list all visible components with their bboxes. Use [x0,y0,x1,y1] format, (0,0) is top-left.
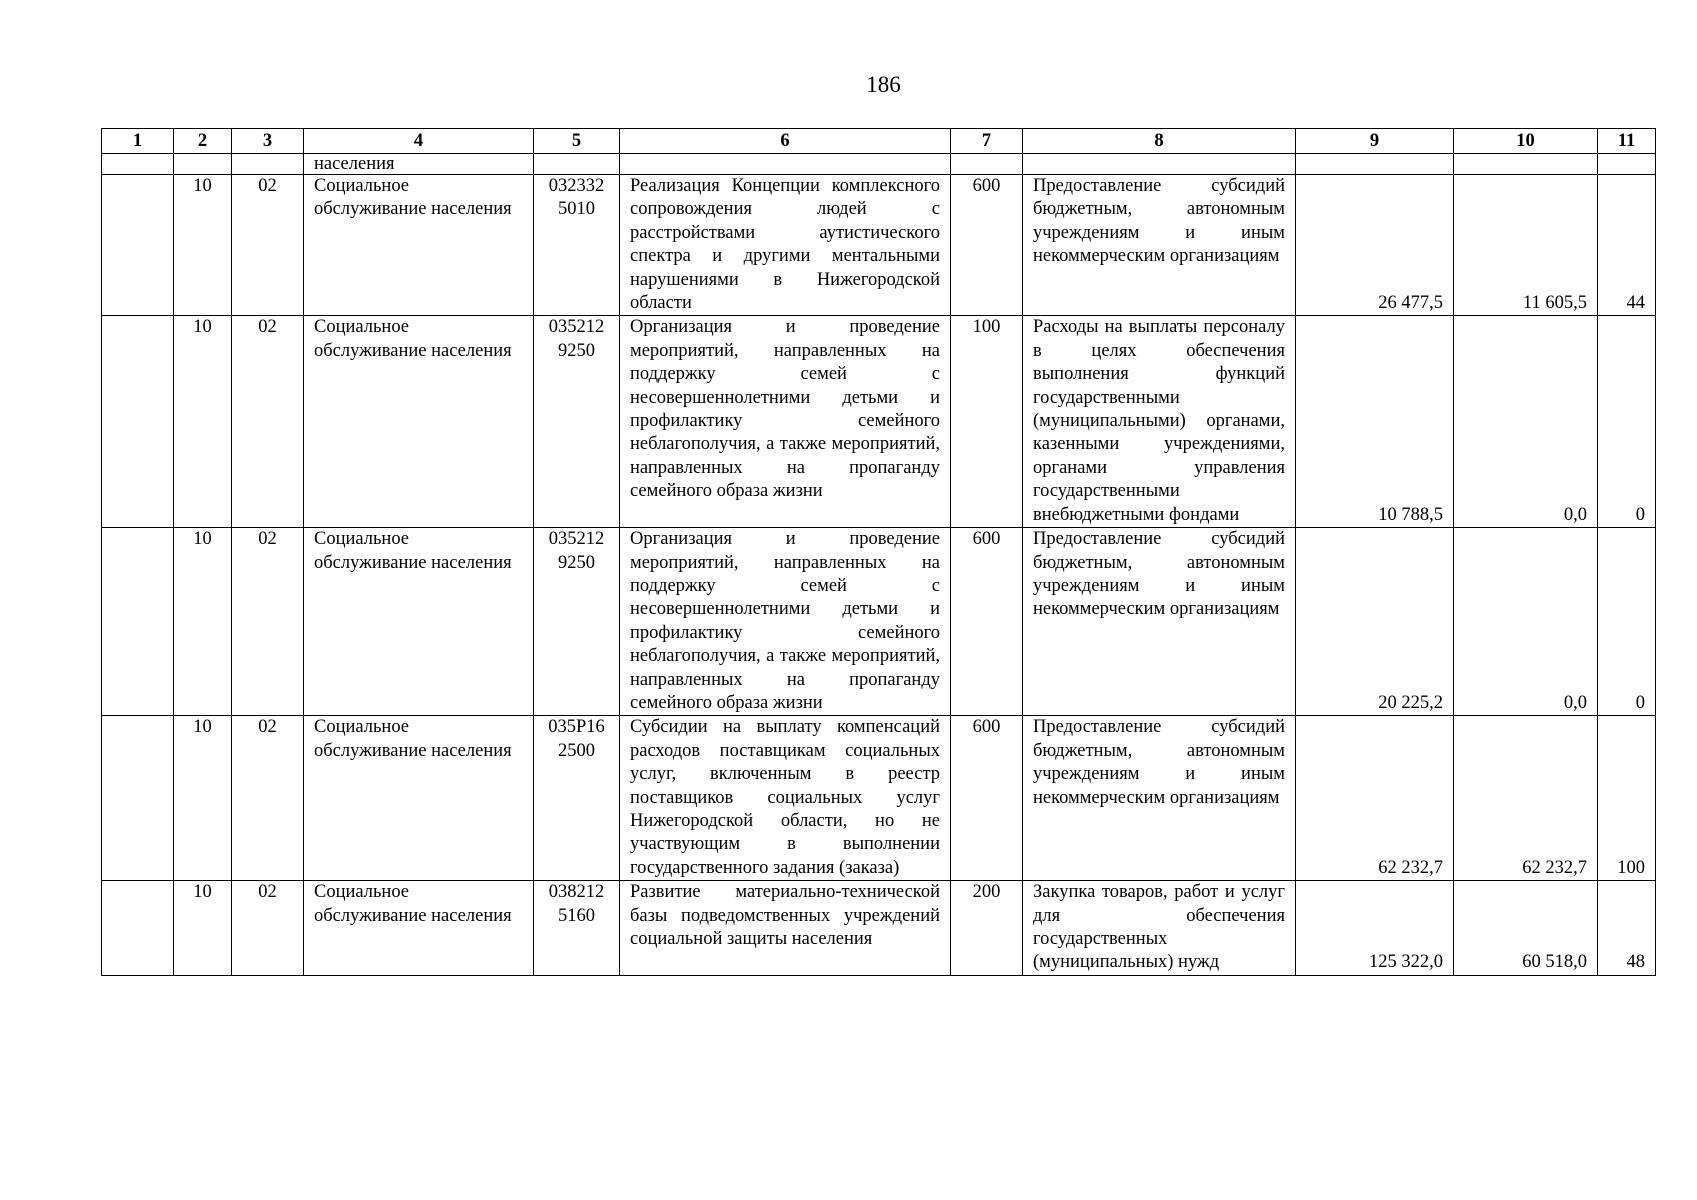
cell [232,154,304,175]
cell-section-name: Социальное обслуживание населения [304,316,534,528]
cell-section: 10 [174,528,232,716]
cell-section-name: Социальное обслуживание населения [304,528,534,716]
header-col-1: 1 [102,129,174,154]
cell-target-code: 035P16 2500 [534,716,620,881]
cell [620,154,951,175]
cell-expense-type: 600 [951,716,1023,881]
cell-expense-name: Предоставление субсидий бюджетным, автономным учреждениям и иным некоммерческим организациям [1023,528,1296,716]
continuation-row [102,154,1656,175]
cell-planned: 26 477,5 [1296,175,1454,316]
table-row [102,316,1656,528]
cell-subsection: 02 [232,528,304,716]
header-col-4: 4 [304,129,534,154]
cell-planned: 62 232,7 [1296,716,1454,881]
cell-col-1 [102,528,174,716]
cell-description: Реализация Концепции комплексного сопровождения людей с расстройствами аутистического спектра и другими ментальными нарушениями в Нижегородской области [620,175,951,316]
cell-section-name: Социальное обслуживание населения [304,175,534,316]
cell-col-1 [102,881,174,976]
cell-description: Организация и проведение мероприятий, направленных на поддержку семей с несовершеннолетними детьми и профилактику семейного неблагополучия, а также мероприятий, направленных на пропаганду семейного образа жизни [620,528,951,716]
cell-subsection: 02 [232,316,304,528]
cell-expense-name: Закупка товаров, работ и услуг для обеспечения государственных (муниципальных) нужд [1023,881,1296,976]
cell-percent: 0 [1598,316,1656,528]
cell-description: Развитие материально-технической базы подведомственных учреждений социальной защиты населения [620,881,951,976]
budget-table [101,128,1656,976]
cell [174,154,232,175]
cell-col-1 [102,316,174,528]
cell-section-name: населения [304,154,534,175]
cell [1023,154,1296,175]
cell-expense-name: Предоставление субсидий бюджетным, автономным учреждениям и иным некоммерческим организациям [1023,716,1296,881]
cell-planned: 20 225,2 [1296,528,1454,716]
header-col-11: 11 [1598,129,1656,154]
cell-target-code: 035212 9250 [534,316,620,528]
cell [951,154,1023,175]
cell-section: 10 [174,881,232,976]
cell-subsection: 02 [232,175,304,316]
cell-section: 10 [174,175,232,316]
header-col-10: 10 [1454,129,1598,154]
cell-section: 10 [174,716,232,881]
cell-expense-type: 600 [951,528,1023,716]
cell [1454,154,1598,175]
cell-planned: 10 788,5 [1296,316,1454,528]
cell-percent: 100 [1598,716,1656,881]
header-col-8: 8 [1023,129,1296,154]
cell-expense-type: 200 [951,881,1023,976]
cell-target-code: 035212 9250 [534,528,620,716]
cell-section: 10 [174,316,232,528]
cell-planned: 125 322,0 [1296,881,1454,976]
header-col-6: 6 [620,129,951,154]
cell [1598,154,1656,175]
cell-description: Субсидии на выплату компенсаций расходов поставщикам социальных услуг, включенным в реестр поставщиков социальных услуг Нижегородской области, но не участвующим в выполнении государственного задания (заказа) [620,716,951,881]
cell [534,154,620,175]
table-row [102,175,1656,316]
table-row [102,881,1656,976]
cell-actual: 60 518,0 [1454,881,1598,976]
cell [102,154,174,175]
header-col-3: 3 [232,129,304,154]
cell-percent: 44 [1598,175,1656,316]
cell-actual: 0,0 [1454,316,1598,528]
cell-expense-name: Расходы на выплаты персоналу в целях обеспечения выполнения функций государственными (муниципальными) органами, казенными учреждениями, органами управления государственными внебюджетными фондами [1023,316,1296,528]
table-row [102,528,1656,716]
table-row [102,716,1656,881]
cell-target-code: 038212 5160 [534,881,620,976]
header-col-5: 5 [534,129,620,154]
page-number: 186 [866,72,901,97]
cell-expense-type: 100 [951,316,1023,528]
cell [1296,154,1454,175]
cell-percent: 48 [1598,881,1656,976]
cell-actual: 0,0 [1454,528,1598,716]
header-col-9: 9 [1296,129,1454,154]
cell-subsection: 02 [232,716,304,881]
cell-actual: 62 232,7 [1454,716,1598,881]
cell-description: Организация и проведение мероприятий, направленных на поддержку семей с несовершеннолетними детьми и профилактику семейного неблагополучия, а также мероприятий, направленных на пропаганду семейного образа жизни [620,316,951,528]
cell-col-1 [102,175,174,316]
cell-subsection: 02 [232,881,304,976]
cell-expense-name: Предоставление субсидий бюджетным, автономным учреждениям и иным некоммерческим организациям [1023,175,1296,316]
cell-actual: 11 605,5 [1454,175,1598,316]
cell-section-name: Социальное обслуживание населения [304,881,534,976]
header-col-7: 7 [951,129,1023,154]
cell-percent: 0 [1598,528,1656,716]
header-row [102,129,1656,154]
header-col-2: 2 [174,129,232,154]
cell-expense-type: 600 [951,175,1023,316]
cell-col-1 [102,716,174,881]
cell-target-code: 032332 5010 [534,175,620,316]
cell-section-name: Социальное обслуживание населения [304,716,534,881]
